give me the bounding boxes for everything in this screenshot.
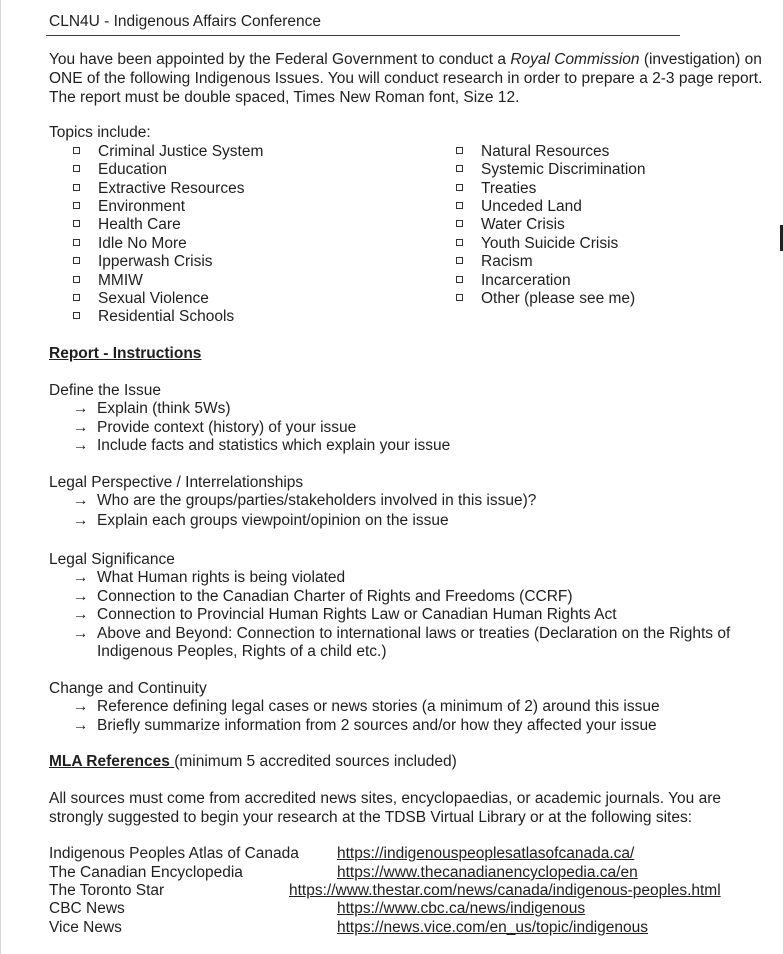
- source-name: CBC News: [49, 900, 125, 917]
- arrow-right-icon: →: [73, 569, 89, 586]
- topic-item: Extractive Resources: [73, 179, 244, 198]
- instruction-item: → Briefly summarize information from 2 sources and/or how they affected your issue: [73, 717, 657, 734]
- instruction-item: → Who are the groups/parties/stakeholders involved in this issue)?: [73, 492, 537, 509]
- checkbox-bullet-icon: [456, 147, 463, 154]
- checkbox-bullet-icon: [73, 239, 80, 246]
- header-divider: [46, 35, 680, 36]
- mla-heading: MLA References: [49, 753, 175, 770]
- mla-note: (minimum 5 accredited sources included): [174, 753, 457, 770]
- topic-item: Unceded Land: [456, 197, 582, 216]
- checkbox-bullet-icon: [73, 312, 80, 319]
- section-title-legal-significance: Legal Significance: [49, 551, 175, 568]
- topic-item: Ipperwash Crisis: [73, 252, 213, 271]
- topic-item: Sexual Violence: [73, 289, 209, 308]
- source-link[interactable]: https://www.cbc.ca/news/indigenous: [337, 900, 586, 917]
- checkbox-bullet-icon: [456, 220, 463, 227]
- arrow-right-icon: →: [73, 606, 89, 623]
- arrow-right-icon: →: [73, 717, 89, 734]
- mla-line: [49, 752, 457, 771]
- topic-item: Natural Resources: [456, 142, 609, 161]
- topic-item: Idle No More: [73, 234, 187, 253]
- checkbox-bullet-icon: [456, 294, 463, 301]
- checkbox-bullet-icon: [456, 276, 463, 283]
- checkbox-bullet-icon: [73, 276, 80, 283]
- instruction-item: → Explain (think 5Ws): [73, 400, 231, 417]
- topic-item: Health Care: [73, 215, 181, 234]
- source-name: The Toronto Star: [49, 882, 165, 899]
- topic-item: Residential Schools: [73, 307, 234, 326]
- arrow-right-icon: →: [73, 400, 89, 417]
- instruction-item: → What Human rights is being violated: [73, 569, 346, 586]
- checkbox-bullet-icon: [456, 202, 463, 209]
- arrow-right-icon: →: [73, 492, 89, 509]
- instruction-item: → Include facts and statistics which explain your issue: [73, 437, 451, 454]
- page-left-edge: [0, 0, 1, 954]
- source-name: The Canadian Encyclopedia: [49, 864, 243, 881]
- checkbox-bullet-icon: [456, 257, 463, 264]
- topic-item: Education: [73, 160, 167, 179]
- instruction-item-continuation: Indigenous Peoples, Rights of a child etc.): [97, 643, 387, 660]
- document-header: CLN4U - Indigenous Affairs Conference: [49, 13, 321, 30]
- topic-item: MMIW: [73, 271, 143, 290]
- checkbox-bullet-icon: [456, 184, 463, 191]
- topics-label: Topics include:: [49, 124, 151, 141]
- checkbox-bullet-icon: [73, 220, 80, 227]
- checkbox-bullet-icon: [73, 202, 80, 209]
- instruction-item: → Connection to the Canadian Charter of Rights and Freedoms (CCRF): [73, 588, 573, 605]
- source-link[interactable]: https://indigenouspeoplesatlasofcanada.ca/: [337, 845, 635, 862]
- arrow-right-icon: →: [73, 698, 89, 715]
- source-link[interactable]: https://news.vice.com/en_us/topic/indigenous: [337, 919, 649, 936]
- topic-item: Other (please see me): [456, 289, 635, 308]
- topic-item: Water Crisis: [456, 215, 565, 234]
- arrow-right-icon: →: [73, 437, 89, 454]
- section-title-legal-perspective: Legal Perspective / Interrelationships: [49, 474, 304, 491]
- instruction-item: → Explain each groups viewpoint/opinion on the issue: [73, 512, 449, 529]
- topic-item: Criminal Justice System: [73, 142, 263, 161]
- source-link[interactable]: https://www.thestar.com/news/canada/indigenous-peoples.html: [289, 882, 721, 899]
- section-title-change: Change and Continuity: [49, 680, 207, 697]
- topic-item: Racism: [456, 252, 533, 271]
- instruction-item: → Connection to Provincial Human Rights Law or Canadian Human Rights Act: [73, 606, 617, 623]
- topic-item: Environment: [73, 197, 185, 216]
- checkbox-bullet-icon: [456, 239, 463, 246]
- intro-paragraph: [49, 50, 771, 107]
- checkbox-bullet-icon: [73, 147, 80, 154]
- topic-item: Treaties: [456, 179, 536, 198]
- checkbox-bullet-icon: [73, 184, 80, 191]
- topic-item: Incarceration: [456, 271, 571, 290]
- report-instructions-heading: Report - Instructions: [49, 345, 202, 362]
- section-title-define: Define the Issue: [49, 382, 162, 399]
- intro-text-rest: (investigation) on ONE of the following Indigenous Issues. You will conduct research in order to prepare a 2-3 page report. The report must be double spaced, Times New Roman font, Size 12.: [49, 51, 763, 106]
- source-name: Vice News: [49, 919, 122, 936]
- checkbox-bullet-icon: [73, 294, 80, 301]
- arrow-right-icon: →: [73, 625, 89, 642]
- source-name: Indigenous Peoples Atlas of Canada: [49, 845, 299, 862]
- arrow-right-icon: →: [73, 588, 89, 605]
- instruction-item: → Provide context (history) of your issue: [73, 419, 357, 436]
- checkbox-bullet-icon: [73, 257, 80, 264]
- checkbox-bullet-icon: [456, 165, 463, 172]
- topic-item: Youth Suicide Crisis: [456, 234, 618, 253]
- topic-item: Systemic Discrimination: [456, 160, 646, 179]
- instruction-item: → Reference defining legal cases or news stories (a minimum of 2) around this issue: [73, 698, 660, 715]
- sources-paragraph-line2: strongly suggested to begin your research at the TDSB Virtual Library or at the following sites:: [49, 809, 693, 826]
- intro-text: You have been appointed by the Federal Government to conduct a: [49, 51, 511, 68]
- sources-paragraph-line1: All sources must come from accredited news sites, encyclopaedias, or academic journals. You are: [49, 790, 721, 807]
- arrow-right-icon: →: [73, 419, 89, 436]
- arrow-right-icon: →: [73, 512, 89, 529]
- checkbox-bullet-icon: [73, 165, 80, 172]
- intro-italic: Royal Commission: [510, 51, 640, 68]
- source-link[interactable]: https://www.thecanadianencyclopedia.ca/en: [337, 864, 638, 881]
- instruction-item: → Above and Beyond: Connection to international laws or treaties (Declaration on the Rights of: [73, 625, 731, 642]
